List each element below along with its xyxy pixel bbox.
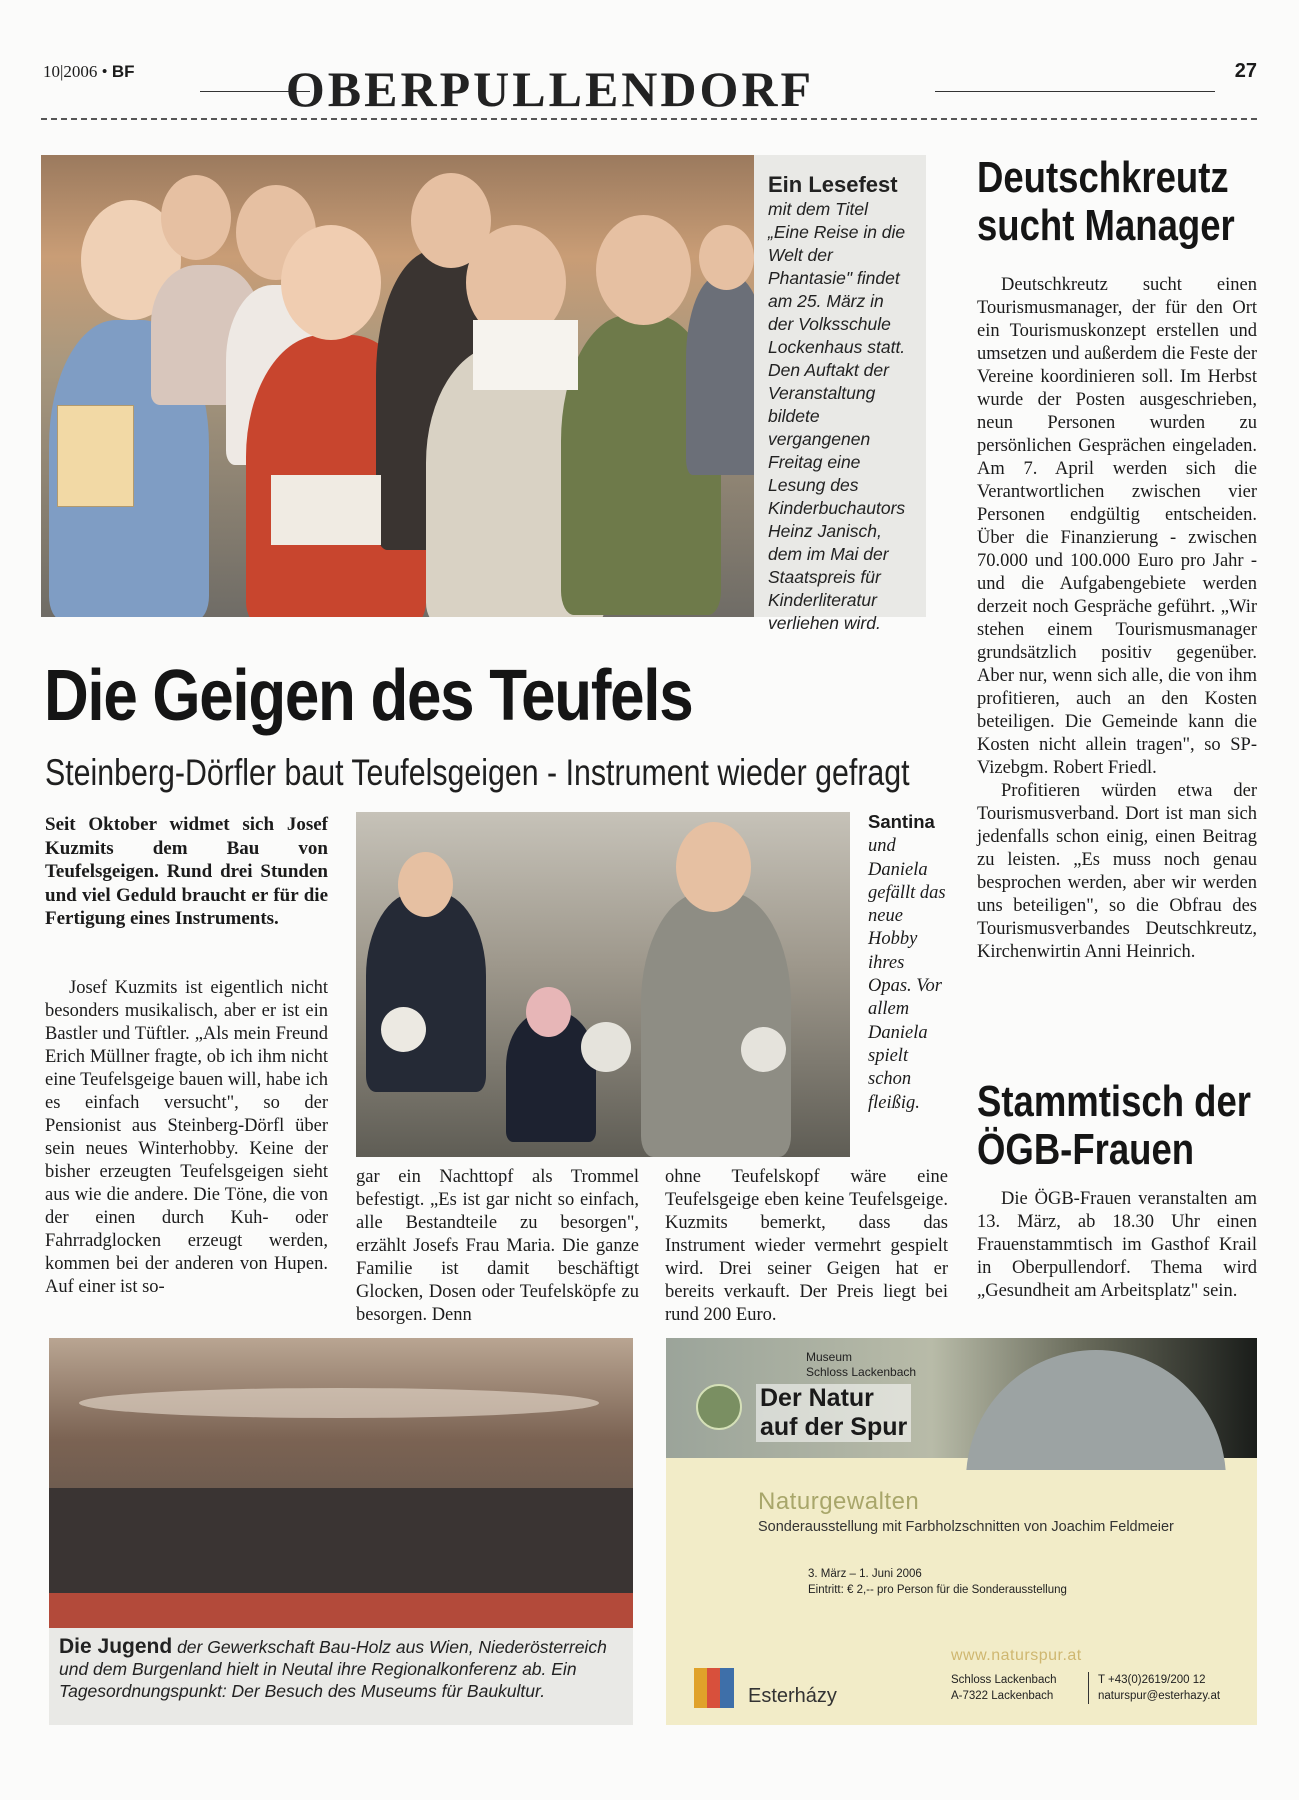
article-column-1: [45, 977, 328, 1299]
museum-advertisement: [666, 1338, 1257, 1725]
issue-bullet: •: [101, 62, 108, 81]
nature-logo-icon: [696, 1384, 742, 1430]
article-paragraph: Deutschkreutz sucht einen Tourismusmanager, der für den Ort ein Tourismuskonzept erstellen und umsetzen und außerdem die Feste der Vereine koordinieren soll. Im Herbst wurde der Posten ausgeschrieben, neun Personen wurden zu persönlichen Gesprächen eingeladen. Am 7. April werden sich die Verantwortlichen zwischen vier Personen endgültig entscheiden. Über die Finanzierung - zwischen 70.000 und 100.000 Euro pro Jahr - und die Aufgabengebiete werden derzeit noch Gespräche geführt. „Wir stehen einem Tourismusmanager grundsätzlich positiv gegenüber. Aber nur, wenn sich alle, die von ihm profitieren, auch an den Kosten beteiligen. Die Gemeinde kann die Kosten nicht allein tragen", so SP-Vizebgm. Robert Friedl.: [977, 275, 1257, 778]
article-column-3: ohne Teufelskopf wäre eine Teufelsgeige eben keine Teufelsgeige. Kuzmits bemerkt, dass das Instrument wieder vermehrt gespielt wird. Drei seiner Geigen hat er bereits verkauft. Der Preis liegt bei rund 200 Euro.: [665, 1167, 948, 1325]
ad-museum-name: Museum Schloss Lackenbach: [806, 1350, 917, 1379]
main-headline: Die Geigen des Teufels: [44, 656, 693, 736]
headline-line: ÖGB-Frauen: [977, 1125, 1195, 1174]
caption-devil-fiddles: [868, 810, 948, 1115]
headline-line: Deutschkreutz: [977, 153, 1229, 202]
sidebar-headline-ogb: [977, 1078, 1251, 1174]
sidebar-article-manager: [977, 274, 1257, 964]
main-subheadline: Steinberg-Dörfler baut Teufelsgeigen - Instrument wieder gefragt: [45, 752, 910, 793]
photo-reading-festival: [41, 155, 754, 617]
ad-address: Schloss Lackenbach A-7322 Lackenbach: [951, 1674, 1057, 1702]
ad-contact: [1098, 1672, 1220, 1704]
caption-lead: Die Jugend: [59, 1635, 173, 1658]
header-divider: [41, 118, 1257, 120]
headline-line: Stammtisch der: [977, 1077, 1251, 1126]
header-rule-right: [935, 91, 1215, 92]
article-paragraph: Josef Kuzmits ist eigentlich nicht besonders musikalisch, aber er ist ein Bastler und Tüftler. „Als mein Freund Erich Müllner fragte, ob ich ihm nicht eine Teufelsgeige bauen will, habe ich es einfach versucht", so der Pensionist aus Steinberg-Dörfl über sein neues Winterhobby. Keine der bisher erzeugten Teufelsgeigen sieht aus wie die andere. Die Töne, die von der einen durch Kuh- oder Fahrradglocken erzeugt werden, kommen bei der anderen von Hupen. Auf einer ist so-: [45, 978, 328, 1297]
ad-title: Der Natur auf der Spur: [756, 1384, 911, 1442]
ad-exhibit-subtitle: Sonderausstellung mit Farbholzschnitten von Joachim Feldmeier: [758, 1519, 1174, 1535]
ad-exhibit-title: Naturgewalten: [758, 1488, 920, 1515]
caption-text: mit dem Titel „Eine Reise in die Welt der Phantasie" findet am 25. März in der Volksschule Lockenhaus statt. Den Auftakt der Veranstaltung bildete vergangenen Freitag eine Lesung des Kinderbuchautors Heinz Janisch, dem im Mai der Staatspreis für Kinderliteratur verliehen wird.: [768, 199, 906, 633]
caption-text: und Daniela gefällt das neue Hobby ihres Opas. Vor allem Daniela spielt schon fleißig.: [868, 836, 946, 1113]
issue-number: 10|2006: [43, 62, 98, 81]
sidebar-article-ogb: [977, 1188, 1257, 1303]
ad-contact-divider: [1088, 1672, 1089, 1704]
caption-lead: Santina: [868, 811, 935, 832]
section-title: OBERPULLENDORF: [285, 61, 815, 117]
caption-reading-festival: [754, 155, 926, 633]
ad-website-link[interactable]: www.naturspur.at: [951, 1647, 1082, 1664]
brand-label: BF: [111, 62, 135, 81]
esterhazy-logo-icon: [694, 1668, 734, 1708]
caption-union-youth: [49, 1628, 633, 1725]
ad-email[interactable]: naturspur@esterhazy.at: [1098, 1690, 1221, 1702]
headline-line: sucht Manager: [977, 201, 1235, 250]
article-paragraph: Profitieren würden etwa der Tourismusverband. Dort ist man sich jedenfalls schon einig, einen Beitrag zu leisten. „Es muss noch genau besprochen werden, aber wir werden uns beteiligen", so die Obfrau des Tourismusverbandes Deutschkreutz, Kirchenwirtin Anni Heinrich.: [977, 781, 1257, 962]
photo-devil-fiddles: [356, 812, 850, 1157]
article-lead: Seit Oktober widmet sich Josef Kuzmits dem Bau von Teufelsgeigen. Rund drei Stunden und viel Geduld braucht er für die Fertigung eines Instruments.: [45, 814, 328, 929]
sidebar-headline-manager: [977, 154, 1235, 250]
photo-union-youth: [49, 1338, 633, 1628]
ad-phone: T +43(0)2619/200 12: [1098, 1674, 1206, 1686]
ad-dates: 3. März – 1. Juni 2006 Eintritt: € 2,-- pro Person für die Sonderausstellung: [808, 1568, 1067, 1596]
caption-text: der Gewerkschaft Bau-Holz aus Wien, Niederösterreich und dem Burgenland hielt in Neutal ihre Regionalkonferenz ab. Ein Tagesordnungspunkt: Der Besuch des Museums für Baukultur.: [59, 1637, 607, 1701]
page-number: 27: [1234, 60, 1257, 82]
article-column-2: gar ein Nachttopf als Trommel befestigt. „Es ist gar nicht so einfach, alle Bestandteile zu besorgen", erzählt Josefs Frau Maria. Die ganze Familie ist damit beschäftigt Glocken, Dosen oder Teufelsköpfe zu besorgen. Denn: [356, 1167, 639, 1325]
sponsor-name: Esterházy: [748, 1685, 837, 1707]
caption-lead: Ein Lesefest: [768, 172, 898, 197]
article-paragraph: Die ÖGB-Frauen veranstalten am 13. März, ab 18.30 Uhr einen Frauenstammtisch im Gasthof Krail in Oberpullendorf. Thema wird „Gesundheit am Arbeitsplatz" sein.: [977, 1189, 1257, 1301]
